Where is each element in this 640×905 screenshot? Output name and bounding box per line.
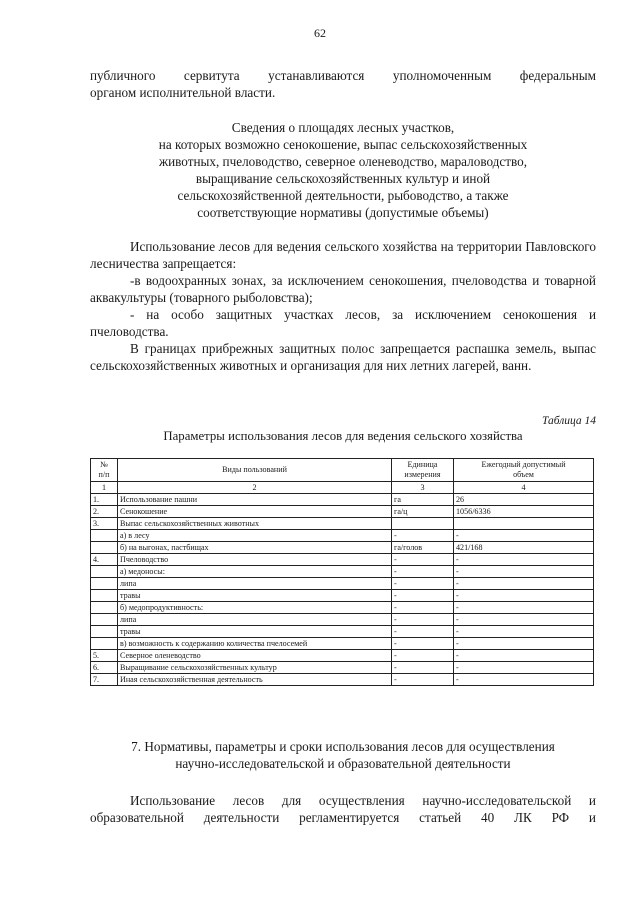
unit-cell: - <box>392 638 454 650</box>
table-row <box>91 614 594 626</box>
table-row <box>91 518 594 530</box>
row-number-cell <box>91 542 118 554</box>
section-heading-line: выращивание сельскохозяйственных культур и иной <box>195 171 491 186</box>
unit-cell: - <box>392 626 454 638</box>
row-number-cell: 1. <box>91 494 118 506</box>
page-number: 62 <box>314 26 326 40</box>
table-row <box>91 638 594 650</box>
index-cell: 1 <box>91 482 118 494</box>
row-number-cell: 7. <box>91 674 118 686</box>
usage-type-cell: а) в лесу <box>118 530 392 542</box>
table-row <box>91 554 594 566</box>
volume-cell: - <box>454 602 594 614</box>
header-unit: Единица измерения <box>392 459 454 482</box>
table-header-row <box>91 459 594 482</box>
row-number-cell <box>91 614 118 626</box>
usage-paragraph: Использование лесов для ведения сельского хозяйства на территории Павловского лесничества запрещается: <box>90 239 596 271</box>
table-row <box>91 506 594 518</box>
volume-cell: - <box>454 614 594 626</box>
volume-cell: 421/168 <box>454 542 594 554</box>
unit-cell <box>392 518 454 530</box>
usage-type-cell: травы <box>118 626 392 638</box>
intro-line-1: публичного сервитута устанавливаются уполномоченным федеральным <box>90 68 596 83</box>
volume-cell: - <box>454 590 594 602</box>
usage-type-cell: Пчеловодство <box>118 554 392 566</box>
volume-cell: - <box>454 530 594 542</box>
table-row <box>91 626 594 638</box>
usage-type-cell: б) медопродуктивность: <box>118 602 392 614</box>
usage-type-cell: Использование пашни <box>118 494 392 506</box>
volume-cell: - <box>454 554 594 566</box>
section-heading-line: сельскохозяйственной деятельности, рыбоводство, а также <box>177 188 509 203</box>
volume-cell: - <box>454 674 594 686</box>
volume-cell <box>454 518 594 530</box>
unit-cell: га/ц <box>392 506 454 518</box>
section7-heading-line: научно-исследовательской и образовательной деятельности <box>175 756 511 771</box>
usage-type-cell: травы <box>118 590 392 602</box>
usage-type-cell: Выращивание сельскохозяйственных культур <box>118 662 392 674</box>
usage-paragraph: - на особо защитных участках лесов, за исключением сенокошения и пчеловодства. <box>90 307 596 339</box>
index-cell: 4 <box>454 482 594 494</box>
parameters-table <box>90 458 594 686</box>
section-heading-line: животных, пчеловодство, северное оленеводство, мараловодство, <box>158 154 528 169</box>
row-number-cell <box>91 590 118 602</box>
volume-cell: - <box>454 566 594 578</box>
table-row <box>91 590 594 602</box>
row-number-cell: 3. <box>91 518 118 530</box>
row-number-cell: 5. <box>91 650 118 662</box>
row-number-cell: 2. <box>91 506 118 518</box>
volume-cell: - <box>454 578 594 590</box>
table-label: Таблица 14 <box>541 415 596 427</box>
row-number-cell <box>91 530 118 542</box>
unit-cell: га/голов <box>392 542 454 554</box>
table-row <box>91 542 594 554</box>
unit-cell: - <box>392 674 454 686</box>
unit-cell: - <box>392 590 454 602</box>
usage-type-cell: липа <box>118 614 392 626</box>
header-annual-volume: Ежегодный допустимый объем <box>454 459 594 482</box>
section-heading <box>90 119 596 221</box>
table-title: Параметры использования лесов для ведения сельского хозяйства <box>163 429 523 443</box>
table-row <box>91 650 594 662</box>
table-row <box>91 566 594 578</box>
table-row <box>91 494 594 506</box>
usage-paragraph: -в водоохранных зонах, за исключением сенокошения, пчеловодства и товарной аквакультуры (товарного рыболовства); <box>90 273 596 305</box>
usage-type-cell: Северное оленеводство <box>118 650 392 662</box>
row-number-cell <box>91 602 118 614</box>
volume-cell: - <box>454 638 594 650</box>
index-cell: 2 <box>118 482 392 494</box>
row-number-cell <box>91 638 118 650</box>
usage-type-cell: б) на выгонах, пастбищах <box>118 542 392 554</box>
header-number: № п/п <box>91 459 118 482</box>
volume-cell: - <box>454 662 594 674</box>
volume-cell: 1056/6336 <box>454 506 594 518</box>
usage-paragraph: В границах прибрежных защитных полос запрещается распашка земель, выпас сельскохозяйственных животных и организация для них летних лагерей, ванн. <box>90 341 596 373</box>
volume-cell: - <box>454 626 594 638</box>
row-number-cell <box>91 566 118 578</box>
row-number-cell <box>91 626 118 638</box>
unit-cell: га <box>392 494 454 506</box>
unit-cell: - <box>392 602 454 614</box>
usage-type-cell: Выпас сельскохозяйственных животных <box>118 518 392 530</box>
unit-cell: - <box>392 554 454 566</box>
usage-type-cell: липа <box>118 578 392 590</box>
intro-line-2: органом исполнительной власти. <box>90 85 276 100</box>
unit-cell: - <box>392 530 454 542</box>
table-row <box>91 578 594 590</box>
table-row <box>91 662 594 674</box>
row-number-cell: 6. <box>91 662 118 674</box>
unit-cell: - <box>392 614 454 626</box>
unit-cell: - <box>392 566 454 578</box>
section-heading-line: на которых возможно сенокошение, выпас сельскохозяйственных <box>158 137 528 152</box>
section7-line-2: образовательной деятельности регламентируется статьей 40 ЛК РФ и <box>90 810 596 825</box>
unit-cell: - <box>392 578 454 590</box>
usage-type-cell: Иная сельскохозяйственная деятельность <box>118 674 392 686</box>
usage-type-cell: Сенокошение <box>118 506 392 518</box>
section7-heading-line: 7. Нормативы, параметры и сроки использования лесов для осуществления <box>131 739 555 754</box>
volume-cell: - <box>454 650 594 662</box>
section7-line-1: Использование лесов для осуществления научно-исследовательской и <box>130 793 596 808</box>
section7-heading <box>90 738 596 772</box>
table-index-row <box>91 482 594 494</box>
table-row <box>91 602 594 614</box>
index-cell: 3 <box>392 482 454 494</box>
unit-cell: - <box>392 650 454 662</box>
table-row <box>91 674 594 686</box>
section-heading-line: соответствующие нормативы (допустимые объемы) <box>197 205 489 220</box>
usage-type-cell: в) возможность к содержанию количества пчелосемей <box>118 638 392 650</box>
row-number-cell: 4. <box>91 554 118 566</box>
volume-cell: 26 <box>454 494 594 506</box>
header-usage-type: Виды пользований <box>118 459 392 482</box>
section-heading-line: Сведения о площадях лесных участков, <box>231 120 455 135</box>
usage-type-cell: а) медоносы: <box>118 566 392 578</box>
unit-cell: - <box>392 662 454 674</box>
table-row <box>91 530 594 542</box>
row-number-cell <box>91 578 118 590</box>
